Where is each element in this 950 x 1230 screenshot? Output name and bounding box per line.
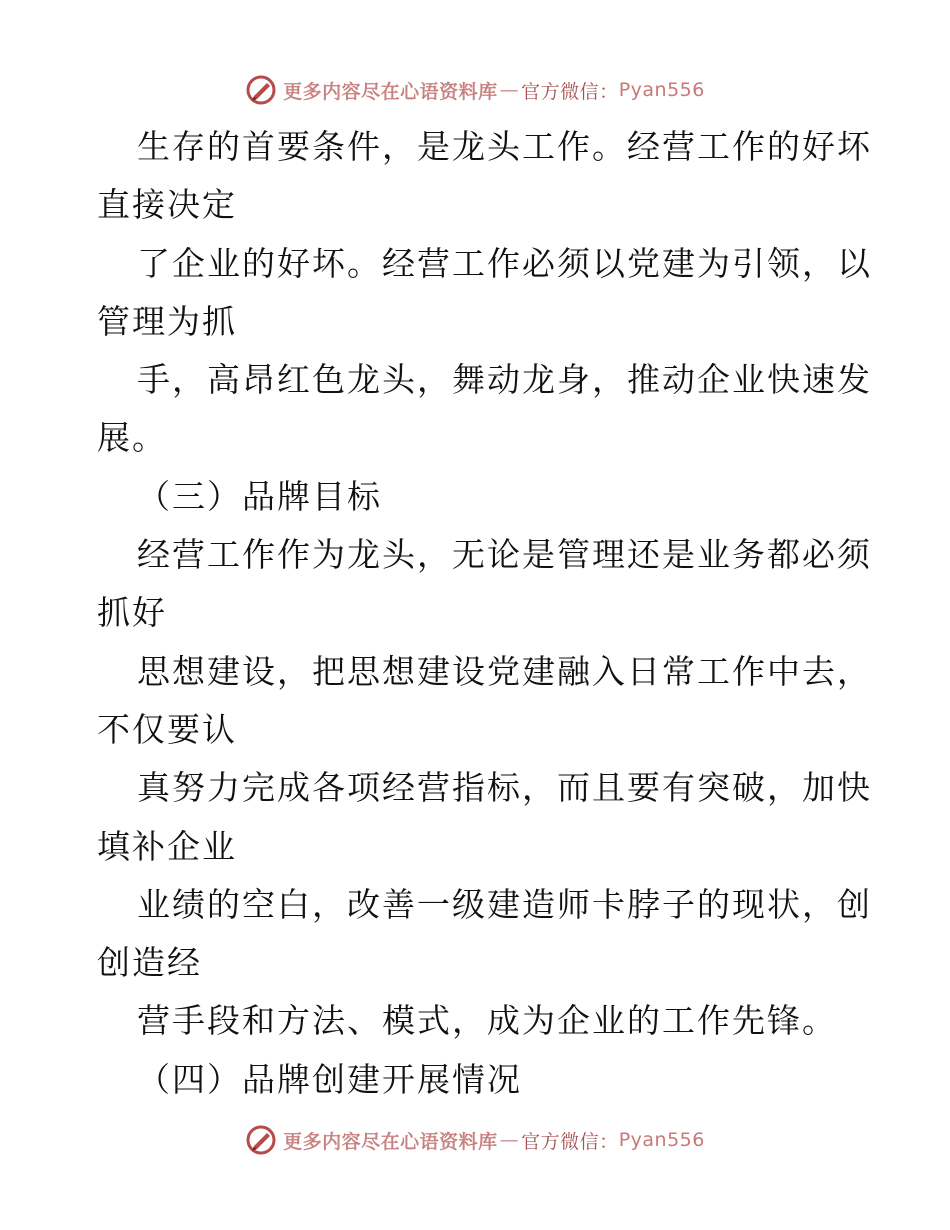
- section-heading: （四）品牌创建开展情况: [137, 1059, 522, 1099]
- text-line: 营手段和方法、模式，成为企业的工作先锋。: [137, 1001, 837, 1041]
- text-line: 手，高昂红色龙头，舞动龙身，推动企业快速发: [137, 360, 872, 400]
- header-watermark: [0, 70, 950, 110]
- text-line: 抓好: [97, 593, 167, 633]
- pen-logo-icon: [245, 1124, 277, 1156]
- text-line: 真努力完成各项经营指标，而且要有突破，加快: [137, 768, 872, 808]
- watermark-text: 更多内容尽在心语资料库: [283, 1130, 498, 1153]
- watermark-text: 更多内容尽在心语资料库: [283, 80, 498, 103]
- text-line: 展。: [97, 418, 167, 458]
- watermark-wechat-id: Pyan556: [618, 79, 705, 101]
- text-line: 填补企业: [97, 826, 237, 866]
- text-line: 业绩的空白，改善一级建造师卡脖子的现状，创: [137, 884, 872, 924]
- watermark-official-label: 官方微信：: [521, 1130, 619, 1153]
- watermark-wechat-id: Pyan556: [618, 1129, 705, 1151]
- text-line: 思想建设，把思想建设党建融入日常工作中去，: [137, 651, 872, 691]
- pen-logo-icon: [245, 74, 277, 106]
- text-line: 直接决定: [97, 185, 237, 225]
- watermark-separator: —: [499, 79, 520, 101]
- footer-watermark: [0, 1120, 950, 1160]
- text-line: 生存的首要条件，是龙头工作。经营工作的好坏: [137, 127, 872, 166]
- text-line: 了企业的好坏。经营工作必须以党建为引领，以: [137, 243, 872, 283]
- watermark-separator: —: [499, 1129, 520, 1151]
- text-line: 管理为抓: [97, 301, 237, 341]
- text-line: 经营工作作为龙头，无论是管理还是业务都必须: [137, 535, 872, 575]
- document-body: [97, 118, 872, 1109]
- section-heading: （三）品牌目标: [137, 476, 382, 516]
- text-line: 创造经: [97, 943, 202, 983]
- text-line: 不仅要认: [97, 709, 237, 749]
- watermark-official-label: 官方微信：: [521, 80, 619, 103]
